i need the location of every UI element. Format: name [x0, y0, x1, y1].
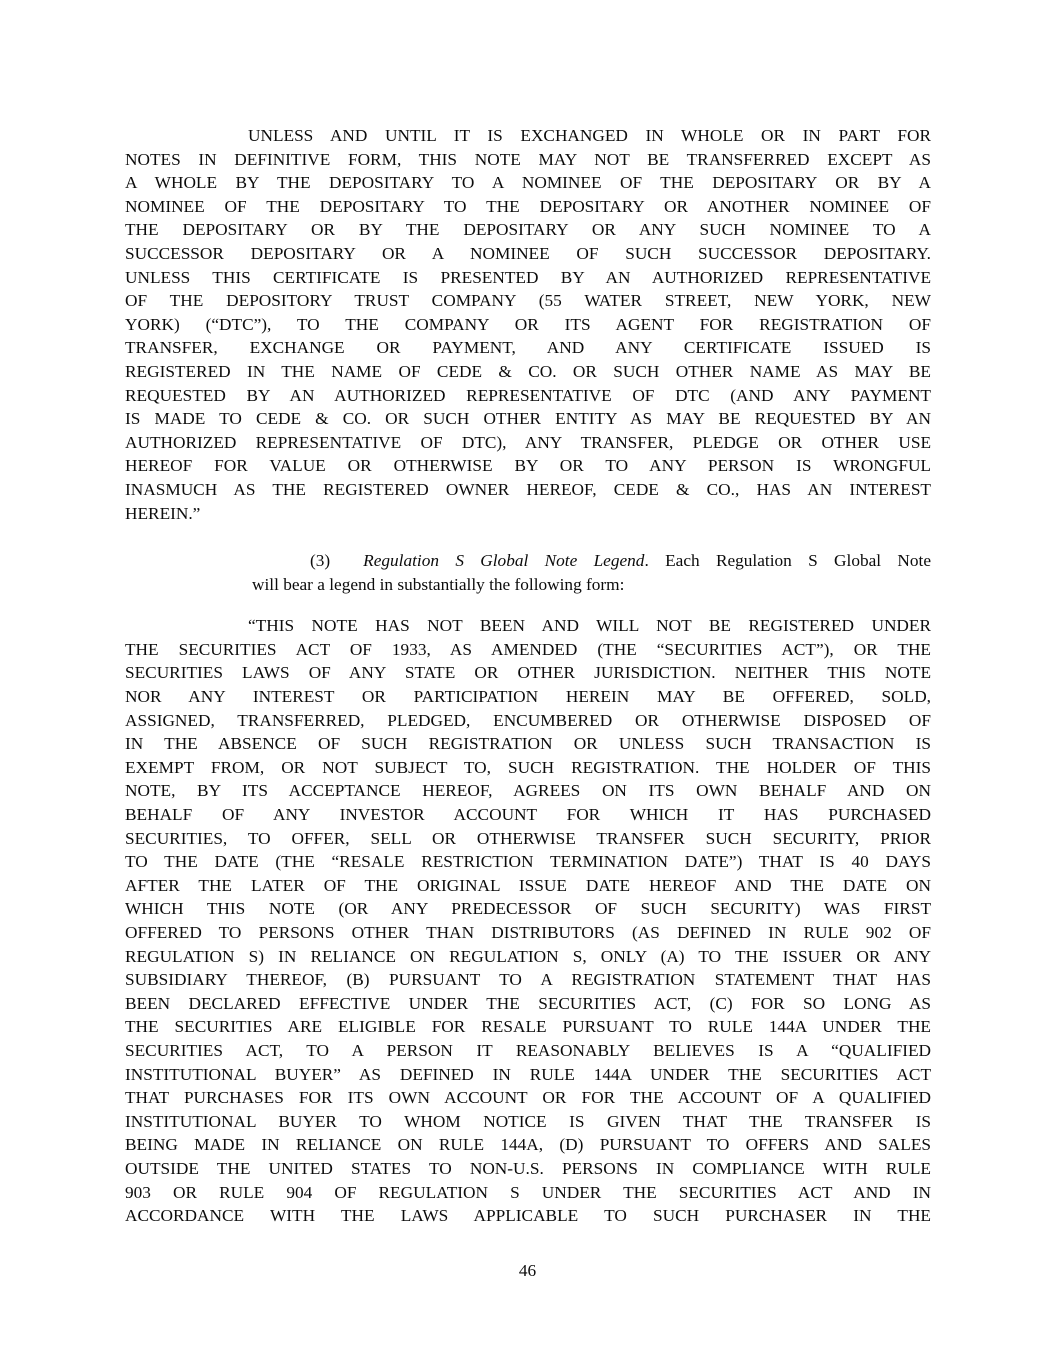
text-line: SECURITIES, TO OFFER, SELL OR OTHERWISE TRANSFER SUCH SECURITY, PRIOR	[125, 828, 931, 848]
text-line: 903 OR RULE 904 OF REGULATION S UNDER THE SECURITIES ACT AND IN	[125, 1182, 931, 1202]
text-line: “THIS NOTE HAS NOT BEEN AND WILL NOT BE REGISTERED UNDER	[248, 616, 931, 636]
text-line: BEHALF OF ANY INVESTOR ACCOUNT FOR WHICH IT HAS PURCHASED	[125, 805, 931, 825]
text-line: THE SECURITIES ACT OF 1933, AS AMENDED (THE “SECURITIES ACT”), OR THE	[125, 639, 931, 659]
page-content	[125, 124, 931, 1228]
text-line: NOTE, BY ITS ACCEPTANCE HEREOF, AGREES ON ITS OWN BEHALF AND ON	[125, 781, 931, 801]
regulation-s-legend-paragraph	[125, 614, 931, 1227]
text-line: HEREOF FOR VALUE OR OTHERWISE BY OR TO ANY PERSON IS WRONGFUL	[125, 456, 931, 476]
text-line: BEING MADE IN RELIANCE ON RULE 144A, (D) PURSUANT TO OFFERS AND SALES	[125, 1135, 931, 1155]
text-line: TRANSFER, EXCHANGE OR PAYMENT, AND ANY CERTIFICATE ISSUED IS	[125, 338, 931, 358]
text-line: TO THE DATE (THE “RESALE RESTRICTION TERMINATION DATE”) THAT IS 40 DAYS	[125, 852, 931, 872]
text-line: A WHOLE BY THE DEPOSITARY TO A NOMINEE OF THE DEPOSITARY OR BY A	[125, 173, 931, 193]
text-line: OF THE DEPOSITORY TRUST COMPANY (55 WATER STREET, NEW YORK, NEW	[125, 291, 931, 311]
text-line: NOTES IN DEFINITIVE FORM, THIS NOTE MAY NOT BE TRANSFERRED EXCEPT AS	[125, 149, 931, 169]
text-line: SUCCESSOR DEPOSITARY OR A NOMINEE OF SUCH SUCCESSOR DEPOSITARY.	[125, 243, 931, 263]
text-line: INSTITUTIONAL BUYER TO WHOM NOTICE IS GIVEN THAT THE TRANSFER IS	[125, 1111, 931, 1131]
text-line: SUBSIDIARY THEREOF, (B) PURSUANT TO A REGISTRATION STATEMENT THAT HAS	[125, 970, 931, 990]
text-line: WHICH THIS NOTE (OR ANY PREDECESSOR OF SUCH SECURITY) WAS FIRST	[125, 899, 931, 919]
dtc-global-note-legend-paragraph	[125, 124, 931, 525]
text-line: THAT PURCHASES FOR ITS OWN ACCOUNT OR FOR THE ACCOUNT OF A QUALIFIED	[125, 1088, 931, 1108]
text-line: NOMINEE OF THE DEPOSITARY TO THE DEPOSITARY OR ANOTHER NOMINEE OF	[125, 196, 931, 216]
text-line: AFTER THE LATER OF THE ORIGINAL ISSUE DATE HEREOF AND THE DATE ON	[125, 875, 931, 895]
text-line: NOR ANY INTEREST OR PARTICIPATION HEREIN MAY BE OFFERED, SOLD,	[125, 687, 931, 707]
text-line: INSTITUTIONAL BUYER” AS DEFINED IN RULE 144A UNDER THE SECURITIES ACT	[125, 1064, 931, 1084]
text-line: SECURITIES ACT, TO A PERSON IT REASONABLY BELIEVES IS A “QUALIFIED	[125, 1040, 931, 1060]
section-heading-line2: will bear a legend in substantially the following form:	[252, 574, 625, 594]
text-line: EXEMPT FROM, OR NOT SUBJECT TO, SUCH REGISTRATION. THE HOLDER OF THIS	[125, 757, 931, 777]
text-line: YORK) (“DTC”), TO THE COMPANY OR ITS AGENT FOR REGISTRATION OF	[125, 314, 931, 334]
text-line: REQUESTED BY AN AUTHORIZED REPRESENTATIVE OF DTC (AND ANY PAYMENT	[125, 385, 931, 405]
text-line: REGULATION S) IN RELIANCE ON REGULATION S, ONLY (A) TO THE ISSUER OR ANY	[125, 946, 931, 966]
text-line: UNLESS AND UNTIL IT IS EXCHANGED IN WHOLE OR IN PART FOR	[248, 126, 931, 145]
text-line: HEREIN.”	[125, 503, 201, 523]
text-line: REGISTERED IN THE NAME OF CEDE & CO. OR SUCH OTHER NAME AS MAY BE	[125, 361, 931, 381]
text-line: THE DEPOSITARY OR BY THE DEPOSITARY OR ANY SUCH NOMINEE TO A	[125, 220, 931, 240]
text-line: BEEN DECLARED EFFECTIVE UNDER THE SECURITIES ACT, (C) FOR SO LONG AS	[125, 993, 931, 1013]
text-line: SECURITIES LAWS OF ANY STATE OR OTHER JURISDICTION. NEITHER THIS NOTE	[125, 663, 931, 683]
section-heading	[252, 549, 931, 596]
text-line: INASMUCH AS THE REGISTERED OWNER HEREOF, CEDE & CO., HAS AN INTEREST	[125, 479, 931, 499]
text-line: UNLESS THIS CERTIFICATE IS PRESENTED BY AN AUTHORIZED REPRESENTATIVE	[125, 267, 931, 287]
section-title: Regulation S Global Note Legend	[363, 551, 645, 571]
section-heading-rest: . Each Regulation S Global Note	[644, 551, 932, 571]
text-line: IS MADE TO CEDE & CO. OR SUCH OTHER ENTITY AS MAY BE REQUESTED BY AN	[125, 409, 931, 429]
text-line: ACCORDANCE WITH THE LAWS APPLICABLE TO SUCH PURCHASER IN THE	[125, 1206, 931, 1226]
text-line: THE SECURITIES ARE ELIGIBLE FOR RESALE PURSUANT TO RULE 144A UNDER THE	[125, 1017, 931, 1037]
section-number: (3)	[310, 551, 331, 571]
text-line: OFFERED TO PERSONS OTHER THAN DISTRIBUTORS (AS DEFINED IN RULE 902 OF	[125, 923, 931, 942]
text-line: ASSIGNED, TRANSFERRED, PLEDGED, ENCUMBERED OR OTHERWISE DISPOSED OF	[125, 710, 931, 730]
text-line: OUTSIDE THE UNITED STATES TO NON-U.S. PERSONS IN COMPLIANCE WITH RULE	[125, 1158, 931, 1178]
section-heading-line1	[252, 549, 931, 573]
text-line: AUTHORIZED REPRESENTATIVE OF DTC), ANY TRANSFER, PLEDGE OR OTHER USE	[125, 432, 931, 452]
text-line: IN THE ABSENCE OF SUCH REGISTRATION OR UNLESS SUCH TRANSACTION IS	[125, 734, 931, 754]
page-number: 46	[518, 1261, 537, 1280]
